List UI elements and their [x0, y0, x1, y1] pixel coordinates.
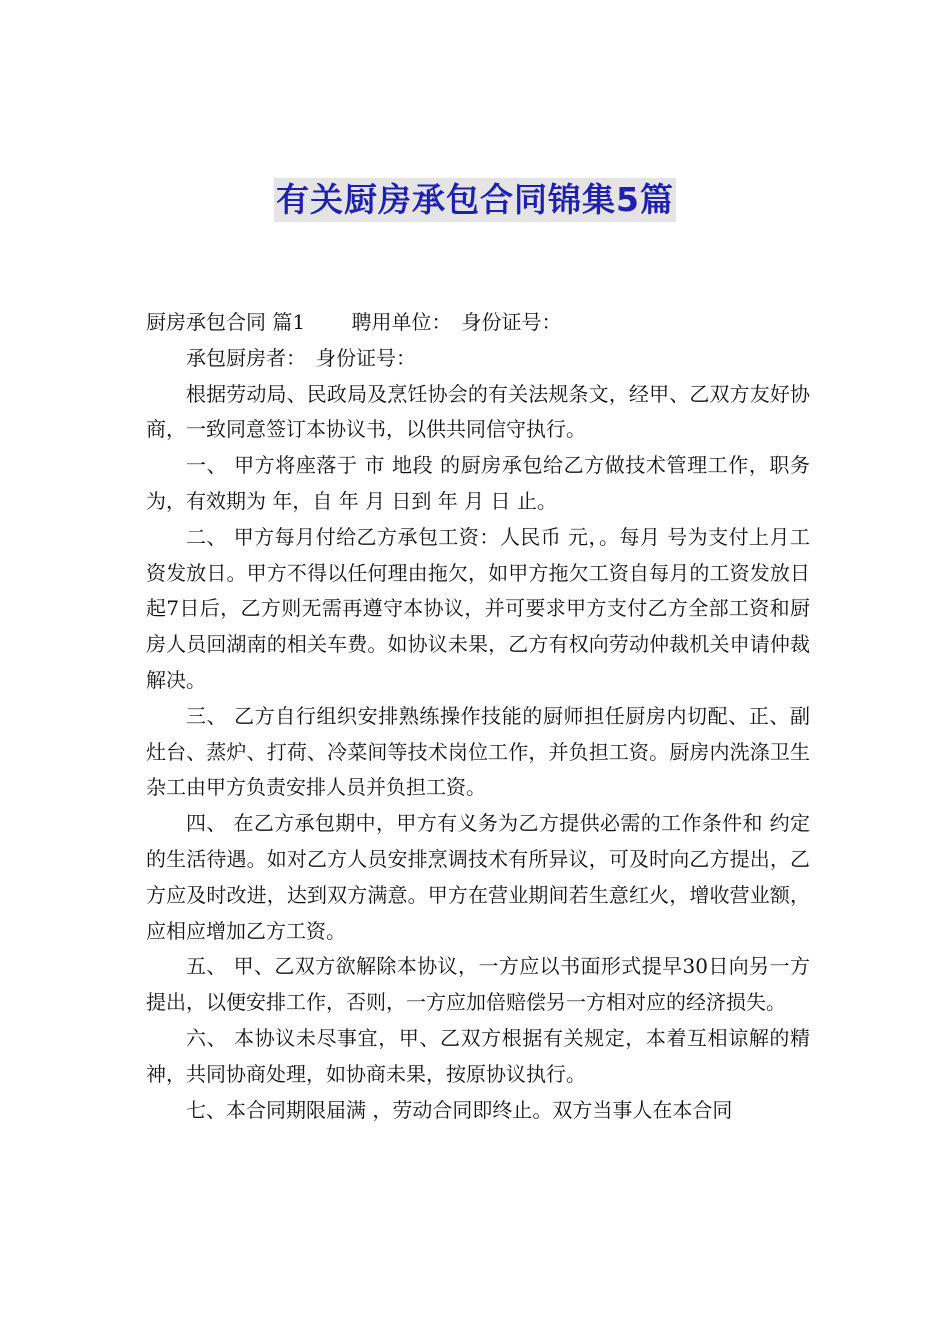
paragraph-header: 厨房承包合同 篇1 聘用单位： 身份证号： [146, 310, 562, 334]
paragraph-clause-3: 三、 乙方自行组织安排熟练操作技能的厨师担任厨房内切配、正、副灶台、蒸炉、打荷、冷菜间等技术岗位工作，并负担工资。厨房内洗涤卫生杂工由甲方负责安排人员并负担工资。 [146, 703, 810, 800]
paragraph-clause-6: 六、 本协议未尽事宜，甲、乙双方根据有关规定，本着互相谅解的精神，共同协商处理，如协商未果，按原协议执行。 [146, 1025, 810, 1086]
paragraph-clause-7: 七、本合同期限届满 ，劳动合同即终止。双方当事人在本合同 [186, 1097, 733, 1122]
document-title: 有关厨房承包合同锦集5篇 [274, 178, 676, 222]
paragraph-preamble: 根据劳动局、民政局及烹饪协会的有关法规条文，经甲、乙双方友好协商，一致同意签订本协议书，以供共同信守执行。 [146, 381, 810, 442]
paragraph-contractor: 承包厨房者： 身份证号： [186, 345, 416, 370]
document-body [146, 305, 810, 1128]
paragraph-clause-2: 二、 甲方每月付给乙方承包工资：人民币 元，。每月 号为支付上月工资发放日。甲方不得以任何理由拖欠，如甲方拖欠工资自每月的工资发放日起7日后，乙方则无需再遵守本协议，并可要求甲方支付乙方全部工资和厨房人员回湖南的相关车费。如协议未果，乙方有权向劳动仲裁机关申请仲裁解决。 [146, 524, 810, 692]
paragraph-clause-5: 五、 甲、乙双方欲解除本协议，一方应以书面形式提早30日向另一方提出，以便安排工作，否则，一方应加倍赔偿另一方相对应的经济损失。 [146, 954, 810, 1015]
title-wrap [0, 178, 950, 222]
paragraph-clause-4: 四、 在乙方承包期中，甲方有义务为乙方提供必需的工作条件和 约定的生活待遇。如对乙方人员安排烹调技术有所异议，可及时向乙方提出，乙方应及时改进，达到双方满意。甲方在营业期间若生意红火，增收营业额，应相应增加乙方工资。 [146, 811, 810, 943]
paragraph-clause-1: 一、 甲方将座落于 市 地段 的厨房承包给乙方做技术管理工作，职务为，有效期为 年，自 年 月 日到 年 月 日 止。 [146, 453, 810, 513]
